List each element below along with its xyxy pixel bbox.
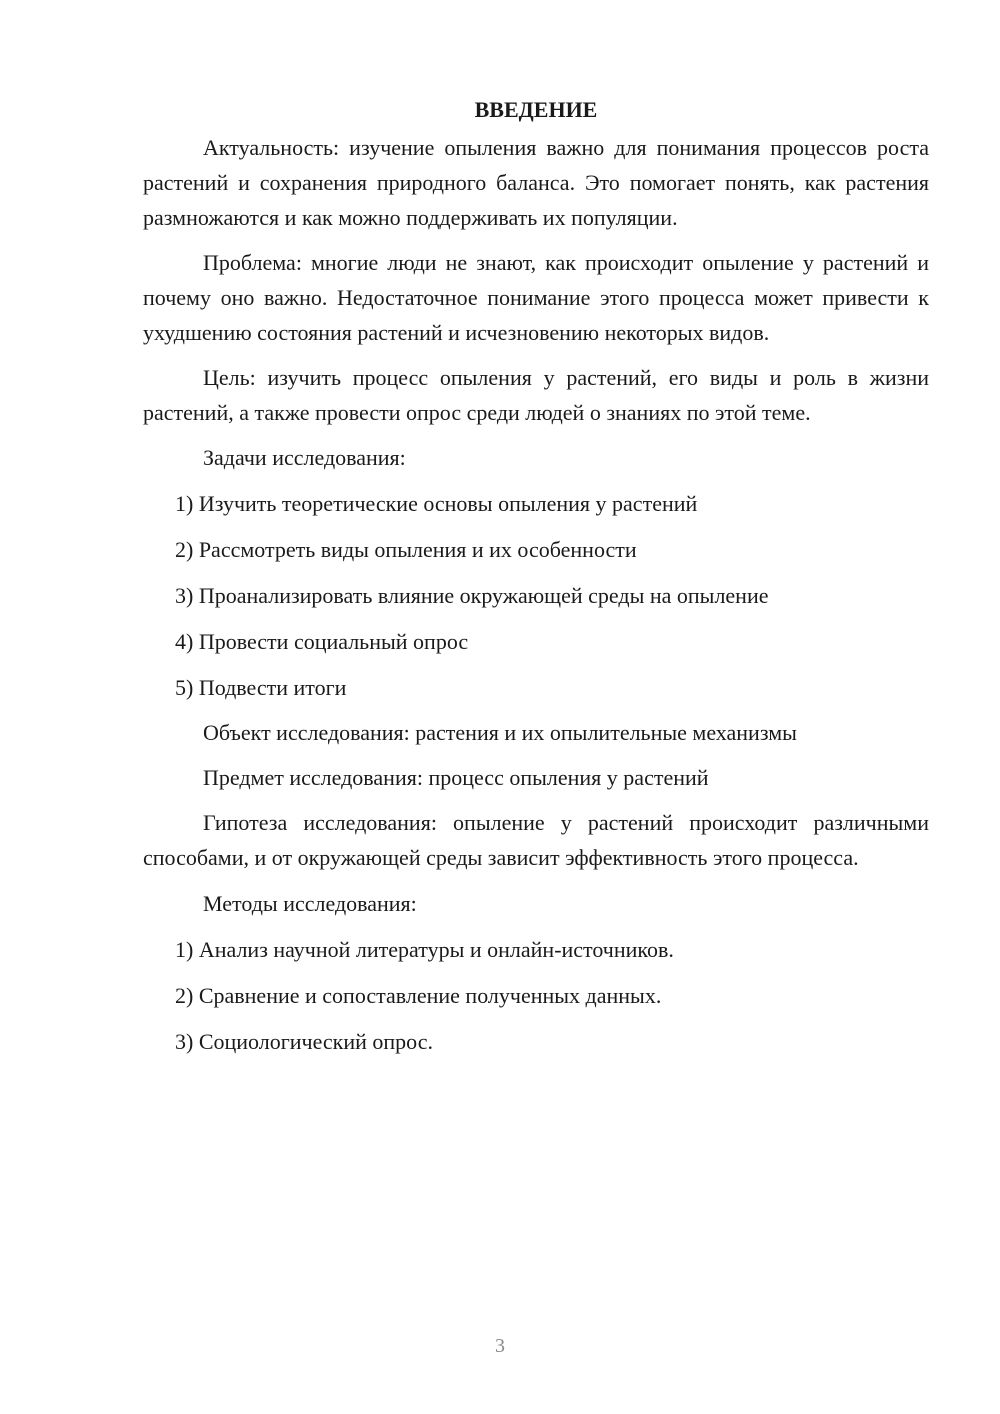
methods-heading: Методы исследования:	[203, 891, 417, 916]
page-number: 3	[495, 1335, 505, 1357]
method-item: 1) Анализ научной литературы и онлайн-источников.	[175, 937, 674, 962]
subject-line: Предмет исследования: процесс опыления у растений	[203, 765, 709, 790]
hypothesis-paragraph: Гипотеза исследования: опыление у растений происходит различными способами, и от окружающей среды зависит эффективность этого процесса.	[143, 810, 929, 870]
task-item: 2) Рассмотреть виды опыления и их особенности	[175, 537, 637, 562]
task-item: 1) Изучить теоретические основы опыления у растений	[175, 491, 698, 516]
task-item: 5) Подвести итоги	[175, 675, 347, 700]
section-title: ВВЕДЕНИЕ	[474, 97, 598, 122]
object-line: Объект исследования: растения и их опылительные механизмы	[203, 720, 797, 745]
page-content	[143, 90, 929, 1059]
problem-paragraph: Проблема: многие люди не знают, как происходит опыление у растений и почему оно важно. Недостаточное понимание этого процесса может привести к ухудшению состояния растений и исчезновению некоторых видов.	[143, 250, 929, 345]
tasks-list	[143, 486, 929, 705]
method-item: 3) Социологический опрос.	[175, 1029, 433, 1054]
goal-paragraph: Цель: изучить процесс опыления у растений, его виды и роль в жизни растений, а также провести опрос среди людей о знаниях по этой теме.	[143, 365, 929, 425]
relevance-paragraph: Актуальность: изучение опыления важно для понимания процессов роста растений и сохранения природного баланса. Это помогает понять, как растения размножаются и как можно поддерживать их популяции.	[143, 135, 929, 230]
method-item: 2) Сравнение и сопоставление полученных данных.	[175, 983, 662, 1008]
methods-list	[143, 932, 929, 1059]
tasks-heading: Задачи исследования:	[203, 445, 406, 470]
task-item: 4) Провести социальный опрос	[175, 629, 469, 654]
task-item: 3) Проанализировать влияние окружающей среды на опыление	[175, 583, 769, 608]
